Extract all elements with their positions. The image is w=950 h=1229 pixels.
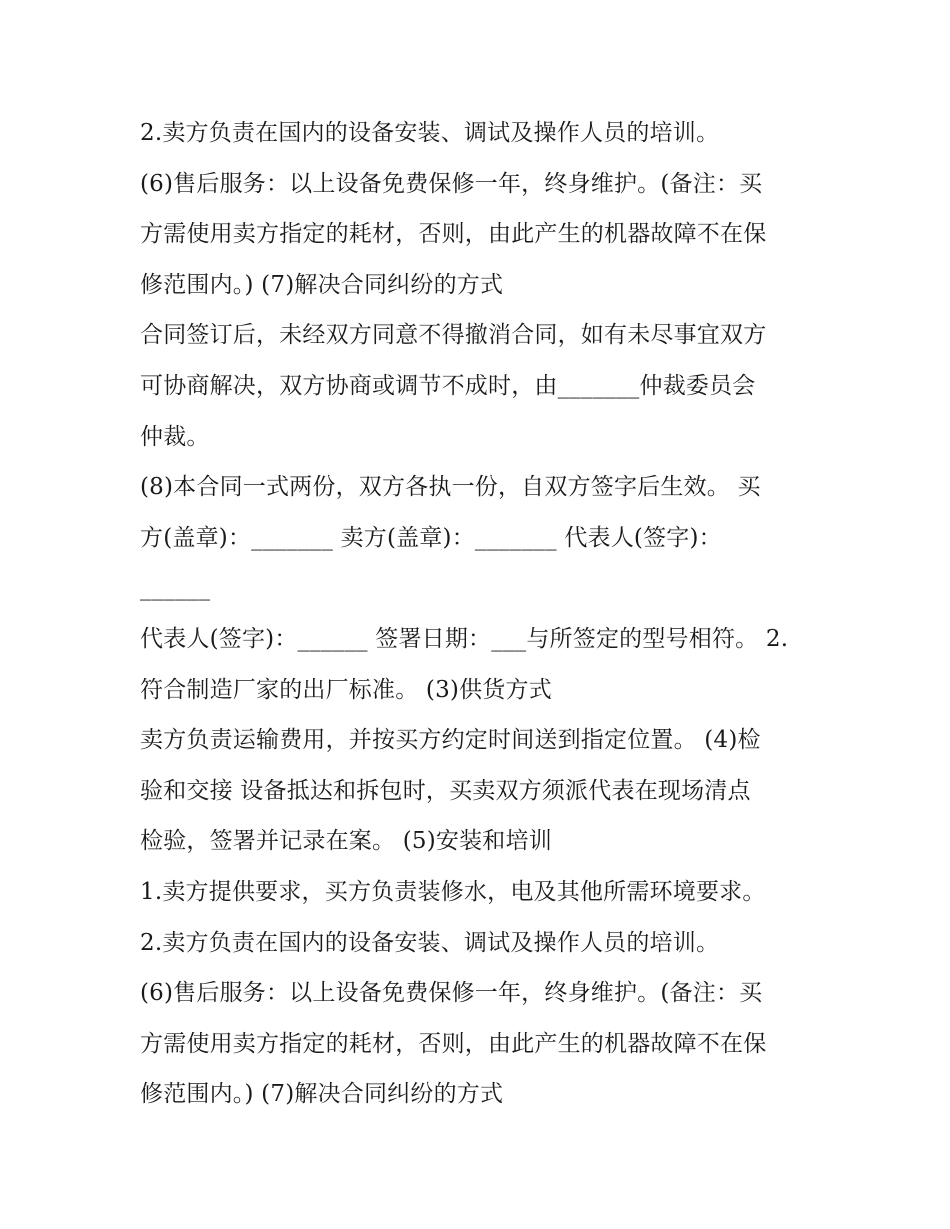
text-line: 代表人(签字)：______ 签署日期：___与所签定的型号相符。 2. <box>140 625 789 652</box>
text-line: 合同签订后，未经双方同意不得撤消合同，如有未尽事宜双方 <box>140 322 767 349</box>
text-line: ______ <box>140 575 211 602</box>
text-line: 验和交接 设备抵达和拆包时，买卖双方须派代表在现场清点 <box>140 777 751 804</box>
text-line: 检验，签署并记录在案。 (5)安装和培训 <box>140 828 552 855</box>
text-line: (8)本合同一式两份，双方各执一份，自双方签字后生效。 买 <box>140 474 761 501</box>
text-line: 修范围内。) (7)解决合同纠纷的方式 <box>140 271 504 298</box>
text-line: 2.卖方负责在国内的设备安装、调试及操作人员的培训。 <box>140 120 720 146</box>
text-line: 方需使用卖方指定的耗材，否则，由此产生的机器故障不在保 <box>140 1030 767 1057</box>
text-line: 方(盖章)：_______ 卖方(盖章)：_______ 代表人(签字)： <box>140 524 722 551</box>
document-body <box>140 108 820 1120</box>
text-line: 方需使用卖方指定的耗材，否则，由此产生的机器故障不在保 <box>140 221 767 248</box>
text-line: 2.卖方负责在国内的设备安装、调试及操作人员的培训。 <box>140 929 720 956</box>
text-line: 仲裁。 <box>140 423 210 450</box>
text-line: 可协商解决，双方协商或调节不成时，由_______仲裁委员会 <box>140 372 756 399</box>
text-line: (6)售后服务：以上设备免费保修一年，终身维护。(备注：买 <box>140 170 763 197</box>
text-line: 卖方负责运输费用，并按买方约定时间送到指定位置。 (4)检 <box>140 727 761 754</box>
text-line: 1.卖方提供要求，买方负责装修水，电及其他所需环境要求。 <box>140 878 766 905</box>
text-line: 修范围内。) (7)解决合同纠纷的方式 <box>140 1081 504 1108</box>
text-line: 符合制造厂家的出厂标准。 (3)供货方式 <box>140 676 552 703</box>
text-line: (6)售后服务：以上设备免费保修一年，终身维护。(备注：买 <box>140 980 763 1007</box>
